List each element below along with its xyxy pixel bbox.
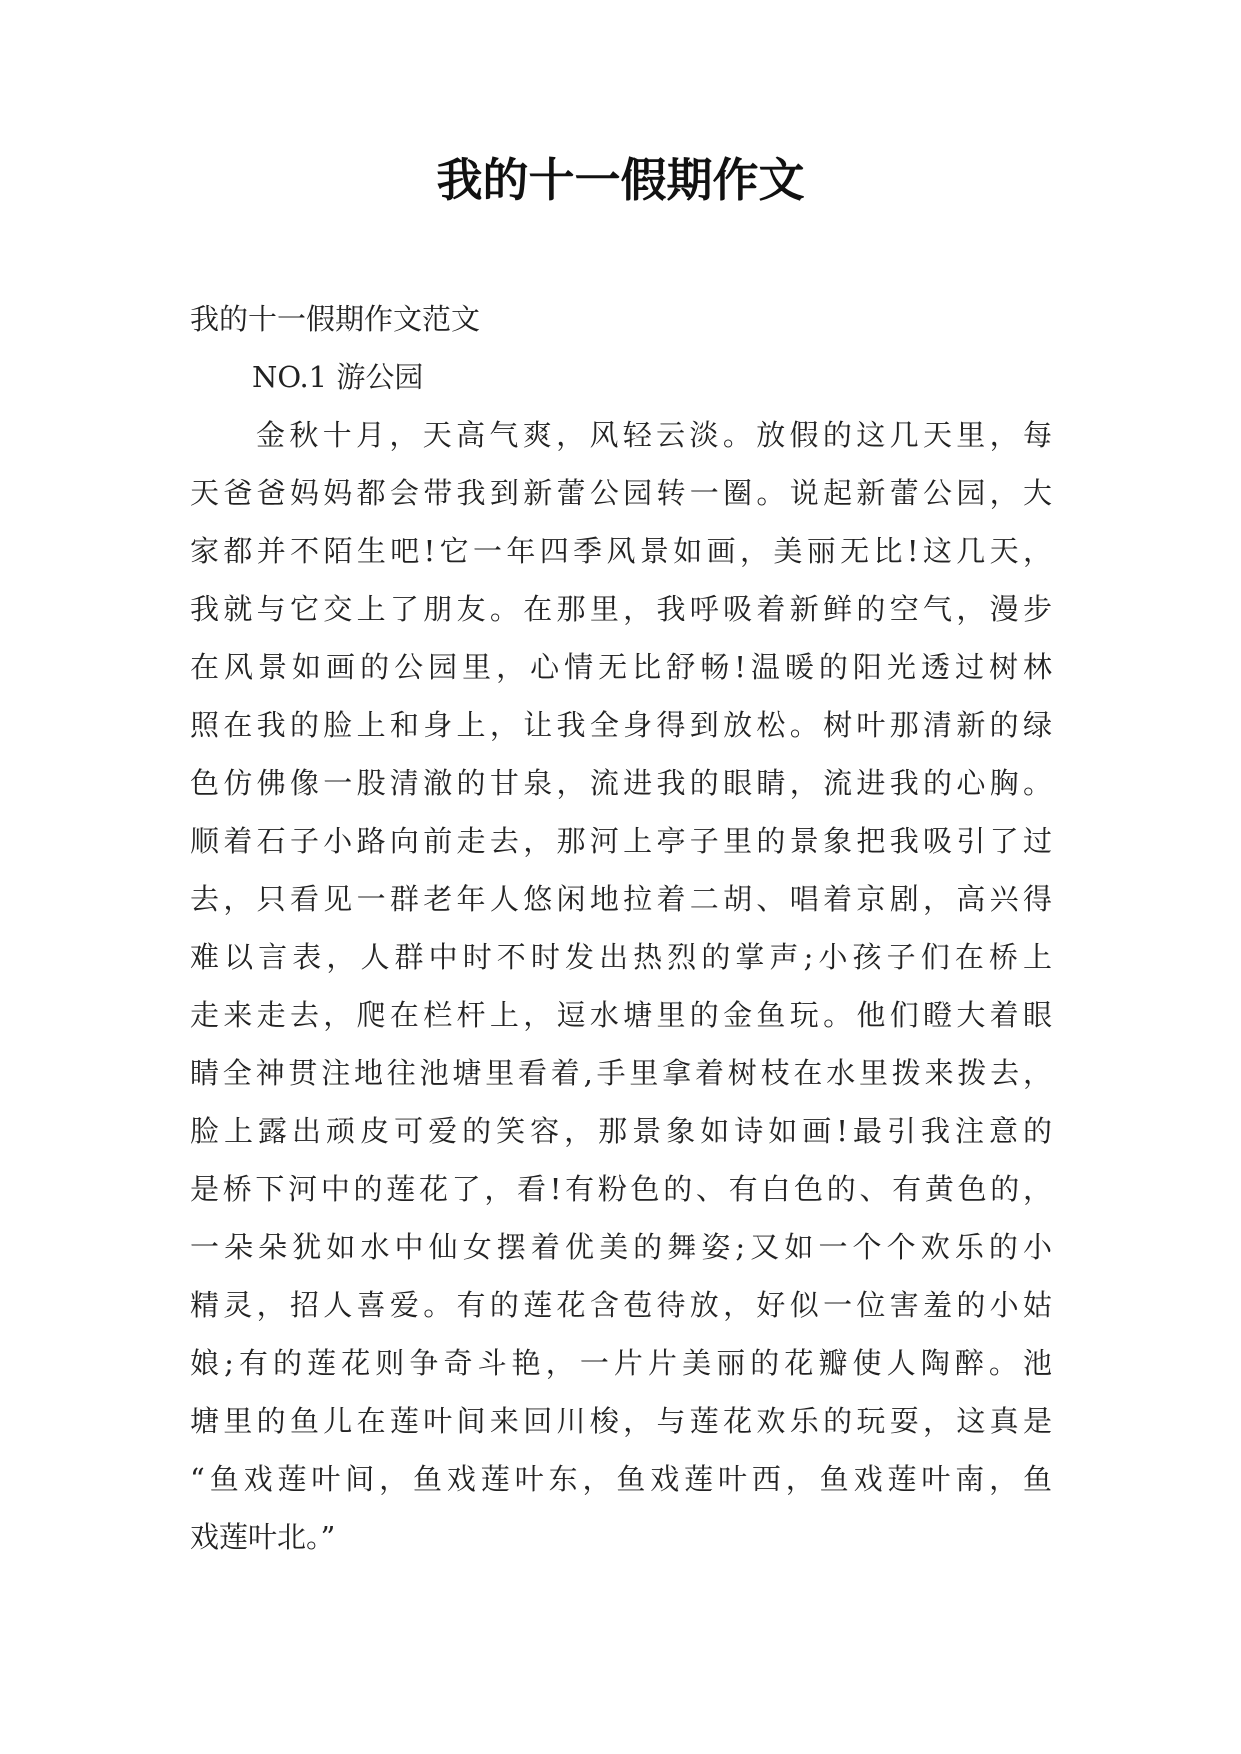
paragraph-line: 去，只看见一群老年人悠闲地拉着二胡、唱着京剧，高兴得 bbox=[190, 882, 1052, 916]
document-subtitle: 我的十一假期作文范文 bbox=[190, 302, 481, 336]
paragraph-line: “鱼戏莲叶间，鱼戏莲叶东，鱼戏莲叶西，鱼戏莲叶南，鱼 bbox=[190, 1462, 1052, 1496]
paragraph-line: 顺着石子小路向前走去，那河上亭子里的景象把我吸引了过 bbox=[190, 824, 1052, 858]
paragraph-line: 睛全神贯注地往池塘里看着,手里拿着树枝在水里拨来拨去， bbox=[190, 1056, 1052, 1090]
paragraph-line: 是桥下河中的莲花了，看!有粉色的、有白色的、有黄色的， bbox=[190, 1172, 1052, 1206]
document-body bbox=[190, 290, 1052, 1566]
paragraph-line: 家都并不陌生吧!它一年四季风景如画，美丽无比!这几天， bbox=[190, 534, 1052, 568]
paragraph bbox=[190, 406, 1052, 1566]
paragraph-line: 在风景如画的公园里，心情无比舒畅!温暖的阳光透过树林 bbox=[190, 650, 1052, 684]
paragraph-line: 塘里的鱼儿在莲叶间来回川梭，与莲花欢乐的玩耍，这真是 bbox=[190, 1404, 1052, 1438]
paragraph-line: 走来走去，爬在栏杆上，逗水塘里的金鱼玩。他们瞪大着眼 bbox=[190, 998, 1052, 1032]
paragraph-line: 金秋十月，天高气爽，风轻云淡。放假的这几天里，每 bbox=[256, 418, 1052, 452]
paragraph-line: 色仿佛像一股清澈的甘泉，流进我的眼睛，流进我的心胸。 bbox=[190, 766, 1052, 800]
paragraph-line: 天爸爸妈妈都会带我到新蕾公园转一圈。说起新蕾公园，大 bbox=[190, 476, 1052, 510]
paragraph-line: 精灵，招人喜爱。有的莲花含苞待放，好似一位害羞的小姑 bbox=[190, 1288, 1052, 1322]
document-title: 我的十一假期作文 bbox=[436, 153, 805, 207]
paragraph-line: 一朵朵犹如水中仙女摆着优美的舞姿;又如一个个欢乐的小 bbox=[190, 1230, 1052, 1264]
paragraph-line: 照在我的脸上和身上，让我全身得到放松。树叶那清新的绿 bbox=[190, 708, 1052, 742]
paragraph-line: 戏莲叶北。” bbox=[190, 1520, 336, 1554]
paragraph-line: 娘;有的莲花则争奇斗艳，一片片美丽的花瓣使人陶醉。池 bbox=[190, 1346, 1052, 1380]
paragraph-line: 我就与它交上了朋友。在那里，我呼吸着新鲜的空气，漫步 bbox=[190, 592, 1052, 626]
paragraph-line: 脸上露出顽皮可爱的笑容，那景象如诗如画!最引我注意的 bbox=[190, 1114, 1052, 1148]
paragraph-line: 难以言表，人群中时不时发出热烈的掌声;小孩子们在桥上 bbox=[190, 940, 1052, 974]
section-heading: NO.1 游公园 bbox=[252, 360, 424, 394]
